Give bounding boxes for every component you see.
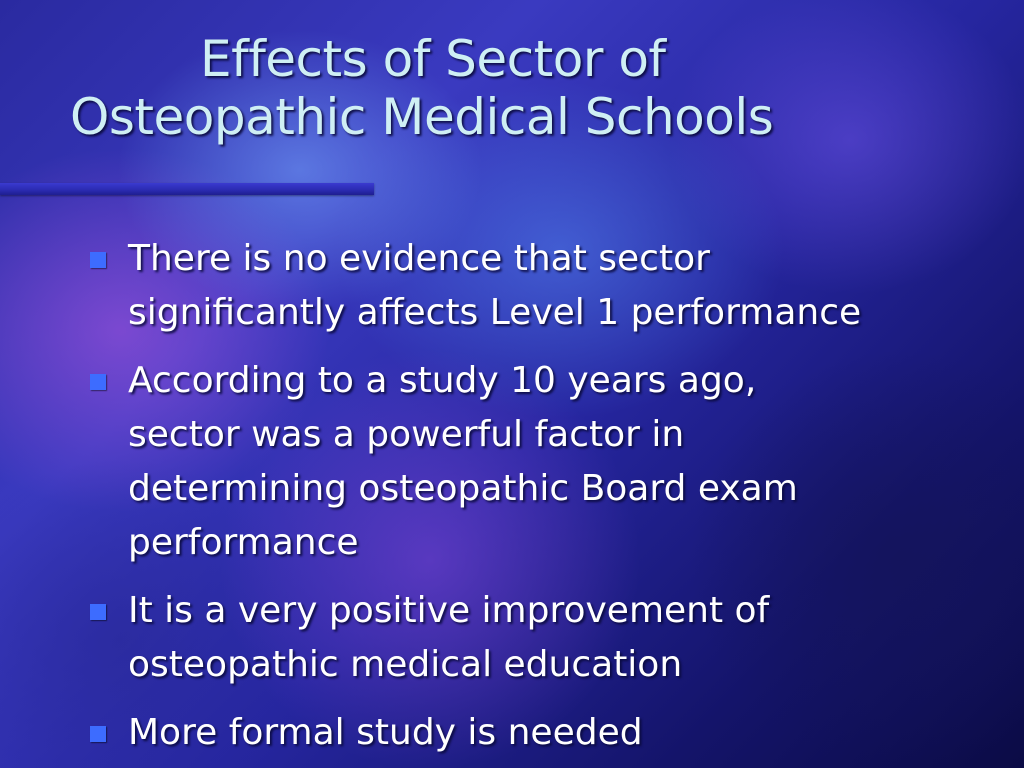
bullet-item [88, 584, 988, 692]
bullet-line: osteopathic medical education [128, 644, 683, 685]
bullet-line: There is no evidence that sector [128, 238, 710, 279]
bullet-list [88, 232, 988, 768]
slide-title-line-2: Osteopathic Medical Schools [70, 88, 774, 146]
bullet-line: According to a study 10 years ago, [128, 360, 757, 401]
square-bullet-icon [90, 726, 106, 742]
title-underline-bar [0, 183, 374, 195]
bullet-line: performance [128, 522, 359, 563]
bullet-item [88, 354, 988, 570]
slide-title [60, 30, 960, 146]
bullet-line: sector was a powerful factor in [128, 414, 685, 455]
square-bullet-icon [90, 374, 106, 390]
bullet-line: determining osteopathic Board exam [128, 468, 798, 509]
bullet-text [128, 584, 988, 692]
bullet-line: It is a very positive improvement of [128, 590, 770, 631]
bullet-text [128, 354, 988, 570]
bullet-text [128, 706, 988, 760]
square-bullet-icon [90, 604, 106, 620]
bullet-line: More formal study is needed [128, 712, 643, 753]
bullet-item [88, 706, 988, 760]
bullet-line: significantly affects Level 1 performance [128, 292, 862, 333]
bullet-text [128, 232, 988, 340]
slide-title-line-1: Effects of Sector of [200, 30, 666, 88]
bullet-item [88, 232, 988, 340]
square-bullet-icon [90, 252, 106, 268]
